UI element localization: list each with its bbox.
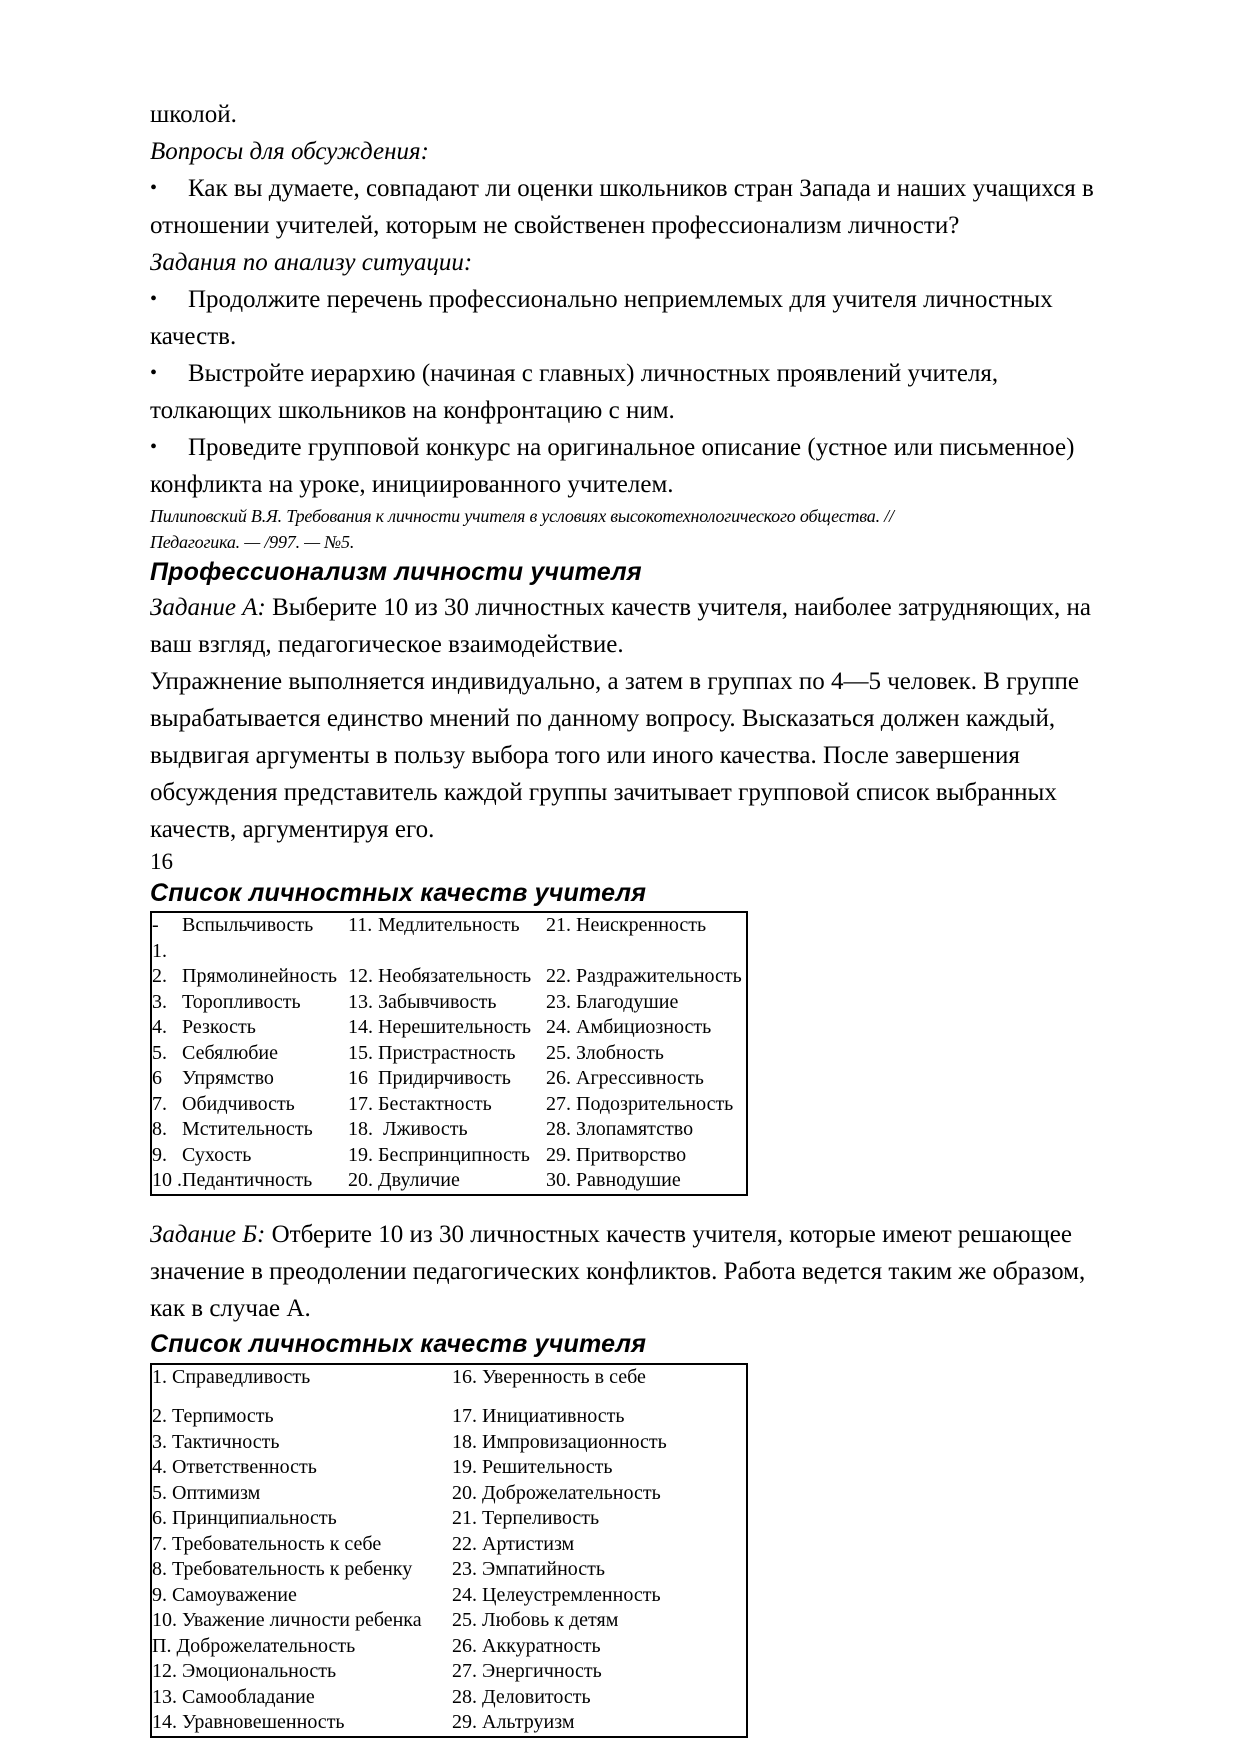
list-item: 19. Решительность: [452, 1456, 613, 1478]
task-bullet-1: [150, 281, 1100, 355]
list-item: [152, 1041, 348, 1067]
table-a-column-3: [546, 912, 747, 1195]
item-label: Сухость: [182, 1143, 252, 1166]
item-number: 17.: [348, 1092, 373, 1115]
list-item: 5. Оптимизм: [152, 1481, 261, 1504]
list-item: [348, 913, 546, 939]
list-item: [546, 1015, 746, 1041]
list-item: [152, 1168, 348, 1194]
list-item: 2. Терпимость: [152, 1405, 274, 1427]
list-item: [348, 1168, 546, 1194]
tasks-heading: Задания по анализу ситуации:: [150, 249, 473, 276]
item-number: 23.: [546, 990, 571, 1013]
table-row: [151, 1364, 747, 1737]
list-item: [546, 1117, 746, 1143]
bullet-icon: •: [150, 362, 158, 384]
list-item: 17. Инициативность: [452, 1405, 625, 1427]
item-number: 24.: [546, 1016, 571, 1038]
citation-line-1: Пилиповский В.Я. Требования к личности учителя в условиях высокотехнологического общества. //: [150, 506, 894, 526]
task-bullet-text: Проведите групповой конкурс на оригинальное описание (устное или письменное) конфликта на уроке, инициированного учителем.: [150, 434, 1075, 498]
item-label: Двуличие: [378, 1169, 460, 1191]
item-label: Равнодушие: [576, 1169, 681, 1191]
task-bullet-3: [150, 429, 1100, 503]
list-item: [152, 1092, 348, 1118]
list-item: 6. Принципиальность: [152, 1507, 337, 1529]
list-item: [152, 964, 348, 990]
list-item: [348, 990, 546, 1016]
item-number: 7.: [152, 1092, 167, 1115]
list-item: [152, 939, 348, 965]
item-number: 5.: [152, 1041, 167, 1064]
list-item: [452, 1390, 746, 1404]
citation-line-2: Педагогика. — /997. — №5.: [150, 532, 355, 552]
table-b-column-1: [151, 1364, 452, 1737]
item-number: 15.: [348, 1041, 373, 1064]
list-item: 18. Импровизационность: [452, 1430, 667, 1453]
item-label: Бестактность: [378, 1092, 492, 1115]
item-label: Себялюбие: [182, 1041, 279, 1064]
list-item: 27. Энергичность: [452, 1660, 602, 1682]
continuation-line: школой.: [150, 101, 237, 128]
list-item: [546, 990, 746, 1016]
list-item: 12. Эмоциональность: [152, 1660, 337, 1682]
item-number: 20.: [348, 1169, 373, 1191]
item-number: 4.: [152, 1016, 167, 1038]
list-item: 29. Альтруизм: [452, 1711, 575, 1733]
list-item: 25. Любовь к детям: [452, 1609, 619, 1631]
item-number: -: [152, 914, 159, 936]
list-item: [348, 1092, 546, 1118]
list-item: 23. Эмпатийность: [452, 1558, 606, 1580]
item-number: 14.: [348, 1016, 373, 1038]
list-item: 7. Требовательность к себе: [152, 1532, 382, 1555]
item-label: Обидчивость: [182, 1092, 295, 1115]
item-label: Раздражительность: [576, 965, 742, 987]
task-b-text: Отберите 10 из 30 личностных качеств учителя, которые имеют решающее значение в преодолении педагогических конфликтов. Работа ведется таким же образом, как в случае А.: [150, 1220, 1086, 1322]
item-label: Медлительность: [378, 914, 520, 936]
table-b-column-2: [452, 1364, 747, 1737]
list-item: [546, 1041, 746, 1067]
list-item: [348, 1066, 546, 1092]
spacer: [150, 1196, 1100, 1216]
item-label: Злопамятство: [576, 1118, 694, 1140]
item-number: 30.: [546, 1169, 571, 1191]
item-label: Амбициозность: [576, 1016, 712, 1038]
item-number: 6: [152, 1067, 162, 1089]
list-item: 10. Уважение личности ребенка: [152, 1609, 422, 1631]
list-item: 3. Тактичность: [152, 1430, 280, 1453]
list-item: [546, 1168, 746, 1194]
item-number: 27.: [546, 1092, 571, 1115]
item-number: 2.: [152, 965, 167, 987]
list-item: [348, 964, 546, 990]
task-bullet-2: [150, 355, 1100, 429]
page-content: [150, 96, 1100, 1738]
list-item: 13. Самообладание: [152, 1685, 315, 1708]
item-number: 11.: [348, 914, 373, 936]
list-item: 1. Справедливость: [152, 1365, 311, 1388]
list-item: [152, 990, 348, 1016]
list-item: [546, 913, 746, 939]
task-a-label: Задание А:: [150, 594, 266, 621]
list-item: 14. Уравновешенность: [152, 1711, 345, 1733]
item-label: Торопливость: [182, 990, 301, 1013]
qualities-table-b: [150, 1363, 748, 1738]
list-item: 9. Самоуважение: [152, 1583, 297, 1606]
item-label: Подозрительность: [576, 1092, 734, 1115]
table-a-column-1: [151, 912, 348, 1195]
item-label: Благодушие: [576, 990, 679, 1013]
item-label: Притворство: [576, 1143, 687, 1166]
item-number: 1.: [152, 939, 167, 962]
list-item: [152, 1117, 348, 1143]
item-number: 13.: [348, 990, 373, 1013]
item-label: Беспринципность: [378, 1143, 530, 1166]
list-item: [348, 939, 546, 965]
question-bullet-1: [150, 170, 1100, 244]
item-number: 25.: [546, 1041, 571, 1064]
list-item: [152, 1143, 348, 1169]
list-item: П. Доброжелательность: [152, 1634, 356, 1657]
item-label: Прямолинейность: [182, 965, 337, 987]
list-item: [348, 1015, 546, 1041]
list-item: 8. Требовательность к ребенку: [152, 1558, 413, 1580]
list-item: 4. Ответственность: [152, 1456, 317, 1478]
item-label: Лживость: [378, 1118, 468, 1140]
item-label: Вспыльчивость: [182, 914, 314, 936]
item-label: Упрямство: [182, 1067, 274, 1089]
task-b-label: Задание Б:: [150, 1220, 266, 1248]
questions-heading: Вопросы для обсуждения:: [150, 138, 429, 165]
list-item: [546, 1066, 746, 1092]
list-item: [546, 964, 746, 990]
task-a-text: Выберите 10 из 30 личностных качеств учителя, наиболее затрудняющих, на ваш взгляд, педагогическое взаимодействие.: [150, 594, 1091, 658]
item-number: 16: [348, 1067, 368, 1089]
task-a-paragraph: [150, 589, 1100, 663]
list-item: 26. Аккуратность: [452, 1634, 601, 1657]
list-item: [546, 1092, 746, 1118]
question-bullet-text: Как вы думаете, совпадают ли оценки школьников стран Запада и наших учащихся в отношении учителей, которым не свойственен профессионализм личности?: [150, 175, 1094, 239]
task-b-paragraph: [150, 1216, 1100, 1327]
item-number: 28.: [546, 1118, 571, 1140]
item-label: Забывчивость: [378, 990, 497, 1013]
list-item: [152, 1015, 348, 1041]
item-label: Злобность: [576, 1041, 664, 1064]
list-item: [546, 939, 746, 965]
item-number: 8.: [152, 1118, 167, 1140]
task-bullet-text: Продолжите перечень профессионально неприемлемых для учителя личностных качеств.: [150, 286, 1053, 350]
table-b-title: Список личностных качеств учителя: [150, 1329, 647, 1358]
item-number: 3.: [152, 990, 167, 1013]
bullet-icon: •: [150, 177, 158, 199]
list-item: [152, 1390, 452, 1404]
item-number: 19.: [348, 1143, 373, 1166]
list-item: 24. Целеустремленность: [452, 1583, 661, 1606]
list-item: [348, 1117, 546, 1143]
item-number: 26.: [546, 1067, 571, 1089]
item-label: Неискренность: [576, 914, 707, 936]
list-item: 16. Уверенность в себе: [452, 1365, 646, 1388]
bullet-icon: •: [150, 436, 158, 458]
task-bullet-text: Выстройте иерархию (начиная с главных) личностных проявлений учителя, толкающих школьников на конфронтацию с ним.: [150, 360, 999, 424]
list-item: 20. Доброжелательность: [452, 1481, 661, 1504]
list-item: 28. Деловитость: [452, 1685, 591, 1708]
item-number: 29.: [546, 1143, 571, 1166]
item-label: Мстительность: [182, 1118, 313, 1140]
table-a-column-2: [348, 912, 546, 1195]
item-label: Придирчивость: [378, 1067, 511, 1089]
item-number: 10 .: [152, 1169, 182, 1191]
item-number: 18.: [348, 1118, 373, 1140]
page-number: 16: [150, 849, 173, 874]
instructions-paragraph: Упражнение выполняется индивидуально, а затем в группах по 4—5 человек. В группе вырабатывается единство мнений по данному вопросу. Высказаться должен каждый, выдвигая аргументы в пользу выбора того или иного качества. После завершения обсуждения представитель каждой группы зачитывает групповой список выбранных качеств, аргументируя его.: [150, 668, 1079, 843]
item-label: Резкость: [182, 1016, 256, 1038]
table-row: [151, 912, 747, 1195]
item-label: Пристрастность: [378, 1041, 516, 1064]
item-number: 22.: [546, 965, 571, 987]
item-number: 9.: [152, 1143, 167, 1166]
list-item: [152, 1066, 348, 1092]
item-number: 12.: [348, 965, 373, 987]
list-item: [152, 913, 348, 939]
item-label: Агрессивность: [576, 1067, 704, 1089]
list-item: 22. Артистизм: [452, 1532, 575, 1555]
item-number: 21.: [546, 914, 571, 936]
section-title: Профессионализм личности учителя: [150, 558, 642, 586]
list-item: [348, 1041, 546, 1067]
item-label: Необязательность: [378, 965, 532, 987]
item-label: Нерешительность: [378, 1016, 531, 1038]
list-item: [546, 1143, 746, 1169]
list-item: [348, 1143, 546, 1169]
list-item: 21. Терпеливость: [452, 1507, 600, 1529]
item-label: Педантичность: [182, 1169, 313, 1191]
bullet-icon: •: [150, 288, 158, 310]
table-a-title: Список личностных качеств учителя: [150, 879, 647, 907]
qualities-table-a: [150, 911, 748, 1196]
